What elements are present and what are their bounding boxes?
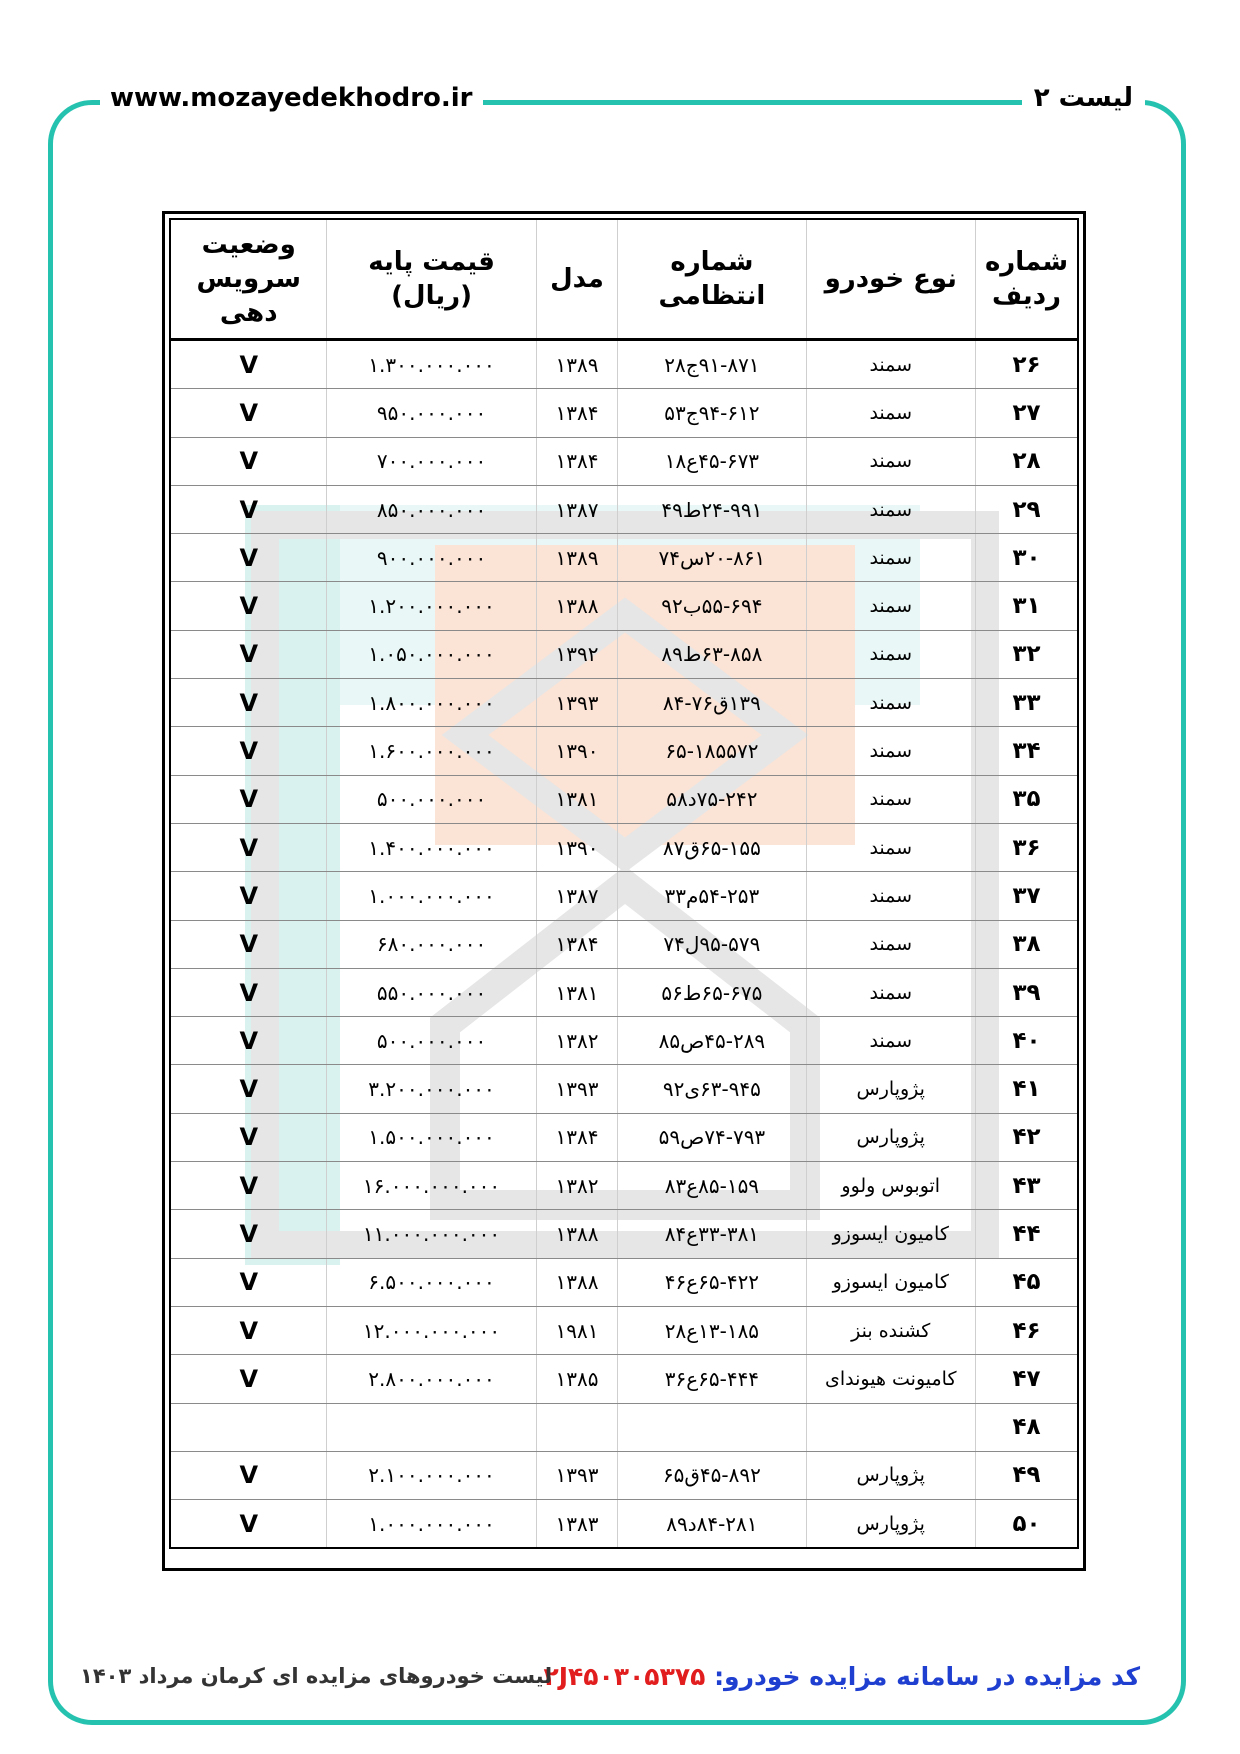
cell-type: سمند (806, 872, 975, 920)
cell-row-num: ۳۲ (975, 630, 1078, 678)
cell-row-num: ۲۶ (975, 340, 1078, 389)
cell-type: اتوبوس ولوو (806, 1162, 975, 1210)
header-row-number: شماره ردیف (975, 219, 1078, 340)
cell-row-num: ۴۳ (975, 1162, 1078, 1210)
cell-price: ۶.۵۰۰.۰۰۰.۰۰۰ (327, 1258, 536, 1306)
cell-price: ۱.۶۰۰.۰۰۰.۰۰۰ (327, 727, 536, 775)
cell-status: V (170, 1355, 327, 1403)
cell-price: ۶۸۰.۰۰۰.۰۰۰ (327, 920, 536, 968)
cell-row-num: ۳۶ (975, 823, 1078, 871)
cell-type: سمند (806, 485, 975, 533)
cell-model: ۱۳۸۸ (536, 1210, 618, 1258)
cell-model: ۱۳۸۴ (536, 920, 618, 968)
cell-plate: ۷۴-۷۹۳ص۵۹ (618, 1113, 806, 1161)
table-row (170, 1403, 1078, 1451)
cell-status: V (170, 1065, 327, 1113)
cell-type: سمند (806, 727, 975, 775)
cell-type: سمند (806, 775, 975, 823)
cell-row-num: ۲۹ (975, 485, 1078, 533)
cell-row-num: ۳۰ (975, 534, 1078, 582)
cell-model: ۱۳۹۰ (536, 823, 618, 871)
cell-type: پژوپارس (806, 1451, 975, 1499)
cell-plate: ۲۴-۹۹۱ط۴۹ (618, 485, 806, 533)
cell-price: ۱.۲۰۰.۰۰۰.۰۰۰ (327, 582, 536, 630)
cell-row-num: ۴۶ (975, 1306, 1078, 1354)
cell-status: V (170, 389, 327, 437)
cell-type: سمند (806, 1017, 975, 1065)
cell-row-num: ۴۹ (975, 1451, 1078, 1499)
cell-row-num: ۳۱ (975, 582, 1078, 630)
header-base-price: قیمت پایه (ریال) (327, 219, 536, 340)
cell-price: ۱.۰۰۰.۰۰۰.۰۰۰ (327, 872, 536, 920)
cell-price: ۱.۰۰۰.۰۰۰.۰۰۰ (327, 1500, 536, 1549)
table-row (170, 823, 1078, 871)
header-vehicle-type: نوع خودرو (806, 219, 975, 340)
cell-price (327, 1403, 536, 1451)
cell-plate (618, 1403, 806, 1451)
cell-price: ۱.۵۰۰.۰۰۰.۰۰۰ (327, 1113, 536, 1161)
cell-model: ۱۳۸۱ (536, 968, 618, 1016)
cell-model: ۱۳۹۳ (536, 1451, 618, 1499)
header-model: مدل (536, 219, 618, 340)
table-row (170, 1210, 1078, 1258)
table-row (170, 389, 1078, 437)
cell-price: ۱۲.۰۰۰.۰۰۰.۰۰۰ (327, 1306, 536, 1354)
cell-type: سمند (806, 679, 975, 727)
cell-plate: ۵۵-۶۹۴ب۹۲ (618, 582, 806, 630)
cell-row-num: ۴۵ (975, 1258, 1078, 1306)
cell-price: ۵۵۰.۰۰۰.۰۰۰ (327, 968, 536, 1016)
table-row (170, 679, 1078, 727)
cell-model: ۱۳۸۱ (536, 775, 618, 823)
cell-price: ۱.۰۵۰.۰۰۰.۰۰۰ (327, 630, 536, 678)
cell-plate: ۶۵-۱۵۵ق۸۷ (618, 823, 806, 871)
cell-type: سمند (806, 437, 975, 485)
cell-price: ۱.۳۰۰.۰۰۰.۰۰۰ (327, 340, 536, 389)
cell-type: سمند (806, 389, 975, 437)
cell-price: ۷۰۰.۰۰۰.۰۰۰ (327, 437, 536, 485)
cell-type: سمند (806, 920, 975, 968)
table-row (170, 872, 1078, 920)
cell-plate: ۹۱-۸۷۱ج۲۸ (618, 340, 806, 389)
cell-row-num: ۲۷ (975, 389, 1078, 437)
cell-type: پژوپارس (806, 1500, 975, 1549)
cell-plate: ۸۴-۲۸۱د۸۹ (618, 1500, 806, 1549)
cell-plate: ۶۵-۴۲۲ع۴۶ (618, 1258, 806, 1306)
cell-status: V (170, 775, 327, 823)
cell-status: V (170, 437, 327, 485)
cell-type: سمند (806, 534, 975, 582)
cell-type: کامیونت هیوندای (806, 1355, 975, 1403)
cell-type: کشنده بنز (806, 1306, 975, 1354)
cell-price: ۲.۱۰۰.۰۰۰.۰۰۰ (327, 1451, 536, 1499)
header-plate-number: شماره انتظامی (618, 219, 806, 340)
cell-price: ۱.۴۰۰.۰۰۰.۰۰۰ (327, 823, 536, 871)
cell-status: V (170, 679, 327, 727)
cell-type: کامیون ایسوزو (806, 1258, 975, 1306)
cell-status: V (170, 1113, 327, 1161)
cell-row-num: ۳۵ (975, 775, 1078, 823)
cell-price: ۵۰۰.۰۰۰.۰۰۰ (327, 775, 536, 823)
table-row (170, 1500, 1078, 1549)
cell-price: ۹۵۰.۰۰۰.۰۰۰ (327, 389, 536, 437)
table-row (170, 1451, 1078, 1499)
table-row (170, 534, 1078, 582)
cell-row-num: ۴۷ (975, 1355, 1078, 1403)
cell-status: V (170, 1258, 327, 1306)
header-service-status: وضعیت سرویس دهی (170, 219, 327, 340)
cell-price: ۱.۸۰۰.۰۰۰.۰۰۰ (327, 679, 536, 727)
table-row (170, 437, 1078, 485)
cell-status: V (170, 582, 327, 630)
cell-status: V (170, 1017, 327, 1065)
cell-status: V (170, 1500, 327, 1549)
table-row (170, 1306, 1078, 1354)
cell-status: V (170, 872, 327, 920)
cell-type: سمند (806, 968, 975, 1016)
cell-status: V (170, 920, 327, 968)
cell-model (536, 1403, 618, 1451)
cell-type: پژوپارس (806, 1065, 975, 1113)
cell-plate: ۶۳-۸۵۸ط۸۹ (618, 630, 806, 678)
cell-price: ۹۰۰.۰۰۰.۰۰۰ (327, 534, 536, 582)
cell-status: V (170, 1451, 327, 1499)
cell-plate: ۷۵-۲۴۲د۵۸ (618, 775, 806, 823)
cell-type (806, 1403, 975, 1451)
cell-row-num: ۴۰ (975, 1017, 1078, 1065)
cell-model: ۱۳۸۸ (536, 582, 618, 630)
cell-price: ۲.۸۰۰.۰۰۰.۰۰۰ (327, 1355, 536, 1403)
cell-status: V (170, 823, 327, 871)
auction-code-label: کد مزایده در سامانه مزایده خودرو: (714, 1662, 1140, 1691)
cell-row-num: ۳۹ (975, 968, 1078, 1016)
cell-price: ۱۶.۰۰۰.۰۰۰.۰۰۰ (327, 1162, 536, 1210)
cell-row-num: ۴۸ (975, 1403, 1078, 1451)
cell-plate: ۶۵-۶۷۵ط۵۶ (618, 968, 806, 1016)
table-row (170, 920, 1078, 968)
cell-model: ۱۳۸۷ (536, 485, 618, 533)
table-row (170, 582, 1078, 630)
cell-status: V (170, 534, 327, 582)
cell-row-num: ۴۲ (975, 1113, 1078, 1161)
cell-plate: ۶۳-۹۴۵ی۹۲ (618, 1065, 806, 1113)
cell-type: سمند (806, 340, 975, 389)
cell-model: ۱۳۸۵ (536, 1355, 618, 1403)
cell-price: ۱۱.۰۰۰.۰۰۰.۰۰۰ (327, 1210, 536, 1258)
vehicle-table (169, 218, 1079, 1549)
cell-status: V (170, 485, 327, 533)
list-title: لیست خودروهای مزایده ای کرمان مرداد ۱۴۰۳ (80, 1664, 553, 1688)
table-row (170, 485, 1078, 533)
cell-row-num: ۲۸ (975, 437, 1078, 485)
cell-plate: ۹۴-۶۱۲ج۵۳ (618, 389, 806, 437)
cell-status: V (170, 1210, 327, 1258)
cell-plate: ۱۳-۱۸۵ع۲۸ (618, 1306, 806, 1354)
cell-plate: ۵۴-۲۵۳م۳۳ (618, 872, 806, 920)
cell-price: ۵۰۰.۰۰۰.۰۰۰ (327, 1017, 536, 1065)
cell-model: ۱۳۸۴ (536, 389, 618, 437)
cell-status: V (170, 1162, 327, 1210)
cell-model: ۱۳۹۰ (536, 727, 618, 775)
cell-status: V (170, 630, 327, 678)
cell-model: ۱۳۸۷ (536, 872, 618, 920)
table-row (170, 1065, 1078, 1113)
cell-row-num: ۳۷ (975, 872, 1078, 920)
cell-row-num: ۵۰ (975, 1500, 1078, 1549)
cell-type: سمند (806, 823, 975, 871)
cell-row-num: ۴۱ (975, 1065, 1078, 1113)
cell-plate: ۶۵-۱۸۵۵۷۲ (618, 727, 806, 775)
table-row (170, 1258, 1078, 1306)
cell-model: ۱۳۸۴ (536, 437, 618, 485)
cell-status: V (170, 727, 327, 775)
cell-status: V (170, 1306, 327, 1354)
auction-code-value: ۲J۴۵۰۳۰۵۳۷۵ (543, 1662, 706, 1691)
cell-price: ۸۵۰.۰۰۰.۰۰۰ (327, 485, 536, 533)
cell-row-num: ۳۴ (975, 727, 1078, 775)
cell-type: پژوپارس (806, 1113, 975, 1161)
cell-plate: ۳۳-۳۸۱ع۸۴ (618, 1210, 806, 1258)
cell-plate: ۴۵-۶۷۳ع۱۸ (618, 437, 806, 485)
cell-status (170, 1403, 327, 1451)
table-row (170, 727, 1078, 775)
cell-plate: ۴۵-۲۸۹ص۸۵ (618, 1017, 806, 1065)
table-row (170, 968, 1078, 1016)
cell-type: سمند (806, 582, 975, 630)
cell-plate: ۸۵-۱۵۹ع۸۳ (618, 1162, 806, 1210)
vehicle-table-container (162, 211, 1086, 1571)
cell-model: ۱۳۸۲ (536, 1162, 618, 1210)
cell-model: ۱۳۹۲ (536, 630, 618, 678)
table-row (170, 1162, 1078, 1210)
list-label: لیست ۲ (1022, 78, 1145, 118)
website-url: www.mozayedekhodro.ir (100, 78, 483, 118)
cell-model: ۱۹۸۱ (536, 1306, 618, 1354)
cell-model: ۱۳۸۹ (536, 534, 618, 582)
cell-model: ۱۳۸۸ (536, 1258, 618, 1306)
cell-plate: ۶۵-۴۴۴ع۳۶ (618, 1355, 806, 1403)
cell-price: ۳.۲۰۰.۰۰۰.۰۰۰ (327, 1065, 536, 1113)
cell-row-num: ۳۳ (975, 679, 1078, 727)
cell-model: ۱۳۸۲ (536, 1017, 618, 1065)
cell-model: ۱۳۸۹ (536, 340, 618, 389)
table-row (170, 1355, 1078, 1403)
cell-model: ۱۳۹۳ (536, 679, 618, 727)
cell-type: سمند (806, 630, 975, 678)
cell-row-num: ۳۸ (975, 920, 1078, 968)
cell-row-num: ۴۴ (975, 1210, 1078, 1258)
table-row (170, 775, 1078, 823)
cell-status: V (170, 340, 327, 389)
cell-plate: ۴۵-۸۹۲ق۶۵ (618, 1451, 806, 1499)
table-header-row (170, 219, 1078, 340)
table-row (170, 630, 1078, 678)
cell-plate: ۲۰-۸۶۱س۷۴ (618, 534, 806, 582)
cell-model: ۱۳۹۳ (536, 1065, 618, 1113)
cell-plate: ۹۵-۵۷۹ل۷۴ (618, 920, 806, 968)
table-row (170, 1017, 1078, 1065)
cell-model: ۱۳۸۴ (536, 1113, 618, 1161)
cell-model: ۱۳۸۳ (536, 1500, 618, 1549)
cell-status: V (170, 968, 327, 1016)
table-row (170, 1113, 1078, 1161)
cell-plate: ۱۳۹ق۷۶-۸۴ (618, 679, 806, 727)
cell-type: کامیون ایسوزو (806, 1210, 975, 1258)
table-row (170, 340, 1078, 389)
auction-code (543, 1662, 1140, 1691)
